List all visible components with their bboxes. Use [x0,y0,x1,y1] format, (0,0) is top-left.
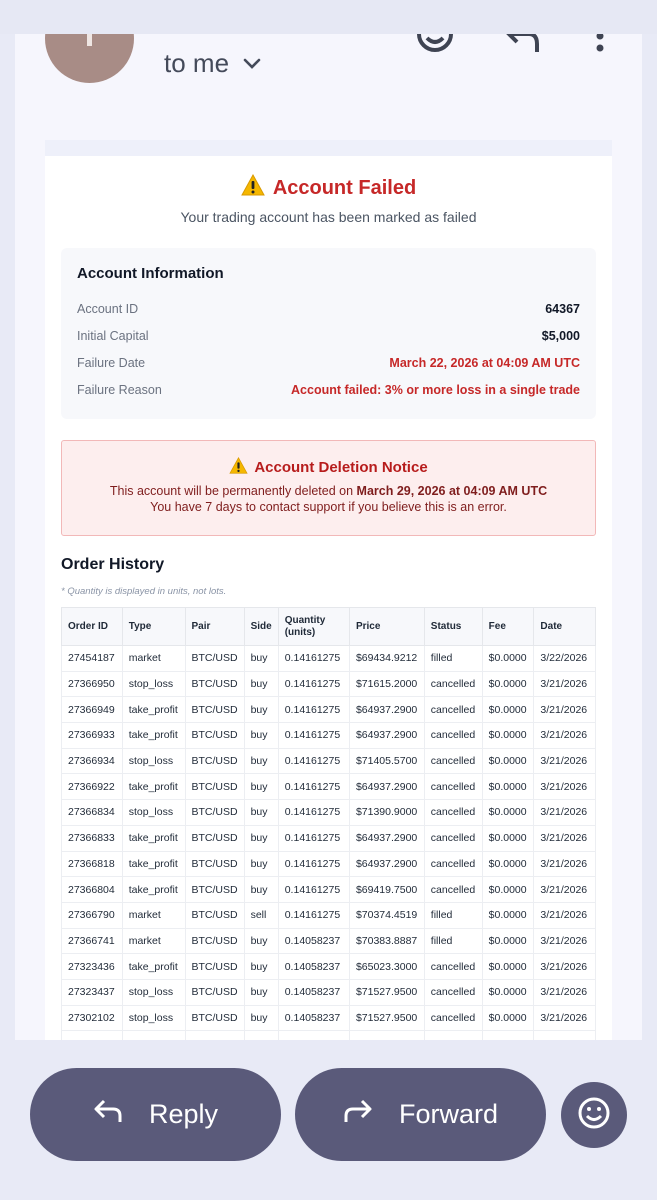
table-cell: $69419.7500 [349,877,424,903]
order-history-table [61,607,596,1040]
table-row [62,1005,596,1031]
deletion-date: March 29, 2026 at 04:09 AM UTC [356,484,548,498]
table-cell: 0.14058237 [278,1005,349,1031]
table-row [62,774,596,800]
title-text: Account Failed [272,176,417,199]
table-cell: BTC/USD [185,954,244,980]
table-cell: 3/21/2026 [534,979,596,1005]
table-cell: $0.0000 [482,723,534,749]
table-cell: buy [244,774,278,800]
table-cell: 27366834 [62,800,123,826]
table-cell: 0.14058237 [278,954,349,980]
table-cell: BTC/USD [185,723,244,749]
table-cell: BTC/USD [185,800,244,826]
action-bar [0,1040,657,1200]
column-header: Quantity (units) [278,608,349,646]
table-cell: 0.14161275 [278,825,349,851]
table-cell: $64937.2900 [349,825,424,851]
table-cell: take_profit [122,723,185,749]
table-cell: $64937.2900 [349,723,424,749]
reply-button[interactable] [30,1068,281,1161]
table-cell: 27366833 [62,825,123,851]
table-cell: buy [244,697,278,723]
table-cell [349,1031,424,1040]
table-cell: 27366790 [62,902,123,928]
table-cell: 27366933 [62,723,123,749]
table-cell: cancelled [424,825,482,851]
table-cell: $0.0000 [482,800,534,826]
table-cell: 27366741 [62,928,123,954]
notice-title: Account Deletion Notice [62,457,595,478]
table-cell: $0.0000 [482,928,534,954]
notice-line-1: This account will be permanently deleted on March 29, 2026 at 04:09 AM UTC [109,484,548,498]
table-cell: 0.14161275 [278,723,349,749]
table-cell: 27302102 [62,1005,123,1031]
table-cell: cancelled [424,954,482,980]
table-cell: $70383.8887 [349,928,424,954]
table-cell: BTC/USD [185,979,244,1005]
table-cell: 3/21/2026 [534,697,596,723]
forward-button[interactable] [295,1068,546,1161]
warning-icon [241,174,265,202]
table-cell: 0.14161275 [278,851,349,877]
recipient-toggle[interactable] [164,48,261,79]
account-info-box [61,248,596,419]
table-cell: $0.0000 [482,851,534,877]
table-cell: $0.0000 [482,774,534,800]
column-header: Order ID [62,608,123,646]
table-cell: 3/21/2026 [534,902,596,928]
table-cell [534,1031,596,1040]
reply-icon [93,1098,123,1131]
order-history-note: * Quantity is displayed in units, not lots. [61,586,227,597]
table-cell: $71615.2000 [349,671,424,697]
table-cell: 27323437 [62,979,123,1005]
table-cell: 27366949 [62,697,123,723]
table-row [62,723,596,749]
table-cell: buy [244,851,278,877]
reply-icon[interactable] [503,34,543,59]
table-cell: $0.0000 [482,1005,534,1031]
table-cell: cancelled [424,774,482,800]
emoji-reaction-icon[interactable] [415,34,455,59]
table-cell: stop_loss [122,800,185,826]
table-cell: $64937.2900 [349,851,424,877]
table-cell: take_profit [122,851,185,877]
table-cell [424,1031,482,1040]
info-row-failure-date: Failure Date March 22, 2026 at 04:09 AM UTC [77,356,580,370]
table-row [62,825,596,851]
table-row [62,954,596,980]
table-cell: market [122,646,185,672]
table-cell: buy [244,825,278,851]
table-cell: filled [424,928,482,954]
table-cell [122,1031,185,1040]
table-row [62,979,596,1005]
table-cell: buy [244,723,278,749]
table-cell: 3/21/2026 [534,1005,596,1031]
table-row [62,671,596,697]
table-cell: $70374.4519 [349,902,424,928]
table-cell: $71527.9500 [349,1005,424,1031]
table-cell: BTC/USD [185,748,244,774]
table-cell: 3/21/2026 [534,748,596,774]
table-cell: buy [244,646,278,672]
table-cell [244,1031,278,1040]
table-cell: 0.14161275 [278,646,349,672]
info-row-account-id: Account ID 64367 [77,302,580,316]
table-cell: 3/21/2026 [534,877,596,903]
table-row [62,1031,596,1040]
table-cell: $0.0000 [482,646,534,672]
table-cell: buy [244,877,278,903]
table-row [62,928,596,954]
table-row [62,697,596,723]
table-row [62,800,596,826]
table-cell: cancelled [424,748,482,774]
table-cell: $0.0000 [482,877,534,903]
column-header: Price [349,608,424,646]
table-cell: cancelled [424,877,482,903]
table-cell: 27366804 [62,877,123,903]
table-cell: BTC/USD [185,671,244,697]
more-icon[interactable] [593,34,607,59]
table-cell: 0.14161275 [278,800,349,826]
table-row [62,851,596,877]
table-cell: cancelled [424,1005,482,1031]
table-cell: sell [244,902,278,928]
table-cell: $64937.2900 [349,697,424,723]
emoji-icon [577,1096,611,1135]
table-cell: 3/21/2026 [534,671,596,697]
table-cell: 27366934 [62,748,123,774]
table-cell: $69434.9212 [349,646,424,672]
order-history-title: Order History [61,556,165,573]
table-cell: $0.0000 [482,979,534,1005]
table-cell: BTC/USD [185,697,244,723]
table-cell: $71390.9000 [349,800,424,826]
table-cell: cancelled [424,697,482,723]
table-cell: buy [244,748,278,774]
table-cell: 0.14161275 [278,902,349,928]
subtitle: Your trading account has been marked as failed [180,209,477,225]
table-cell: 0.14161275 [278,877,349,903]
account-info-heading: Account Information [77,265,224,282]
table-cell: stop_loss [122,1005,185,1031]
table-cell: $64937.2900 [349,774,424,800]
table-cell: buy [244,928,278,954]
table-row [62,902,596,928]
table-cell: 0.14161275 [278,671,349,697]
table-cell: 0.14161275 [278,748,349,774]
table-cell: buy [244,800,278,826]
table-cell: 3/21/2026 [534,851,596,877]
table-cell: BTC/USD [185,646,244,672]
table-cell: BTC/USD [185,877,244,903]
email-card [45,156,612,1040]
table-cell: market [122,928,185,954]
table-cell [278,1031,349,1040]
chevron-down-icon [243,58,261,70]
table-cell: buy [244,1005,278,1031]
column-header: Type [122,608,185,646]
table-cell: 3/21/2026 [534,825,596,851]
table-cell: 27454187 [62,646,123,672]
table-cell: buy [244,671,278,697]
sender-avatar[interactable] [45,34,134,83]
table-cell: cancelled [424,800,482,826]
table-cell: 0.14058237 [278,928,349,954]
table-cell: 27323436 [62,954,123,980]
table-cell: cancelled [424,851,482,877]
table-cell [185,1031,244,1040]
email-view [15,34,642,1040]
table-cell: $71527.9500 [349,979,424,1005]
table-cell: 3/21/2026 [534,800,596,826]
column-header: Date [534,608,596,646]
table-cell: $71405.5700 [349,748,424,774]
table-cell: $0.0000 [482,697,534,723]
forward-icon [343,1098,373,1131]
page-title [45,174,612,202]
table-cell: cancelled [424,979,482,1005]
column-header: Status [424,608,482,646]
table-cell: cancelled [424,723,482,749]
table-cell: 3/21/2026 [534,723,596,749]
table-row [62,646,596,672]
table-cell: 27366818 [62,851,123,877]
table-cell: $0.0000 [482,671,534,697]
status-bar [0,0,657,34]
column-header: Side [244,608,278,646]
table-cell: BTC/USD [185,1005,244,1031]
forward-label: Forward [398,1099,499,1129]
table-cell: $0.0000 [482,902,534,928]
table-row [62,877,596,903]
table-cell: market [122,902,185,928]
table-cell: take_profit [122,954,185,980]
table-cell: stop_loss [122,979,185,1005]
table-cell: $0.0000 [482,954,534,980]
table-cell: buy [244,979,278,1005]
warning-icon [229,457,248,478]
column-header: Pair [185,608,244,646]
table-header-row [62,608,596,646]
table-cell: 0.14058237 [278,979,349,1005]
info-row-initial-capital: Initial Capital $5,000 [77,329,580,343]
table-cell: take_profit [122,825,185,851]
table-cell: BTC/USD [185,774,244,800]
table-cell: buy [244,954,278,980]
table-cell: BTC/USD [185,851,244,877]
emoji-button[interactable] [561,1082,627,1148]
table-body [62,646,596,1041]
notice-line-2: You have 7 days to contact support if you believe this is an error. [150,500,507,514]
reply-label: Reply [148,1099,219,1129]
deletion-notice [61,440,596,536]
table-cell: 3/22/2026 [534,646,596,672]
table-cell: $65023.3000 [349,954,424,980]
table-cell: 27366950 [62,671,123,697]
table-cell: filled [424,902,482,928]
table-cell: BTC/USD [185,825,244,851]
table-cell [62,1031,123,1040]
table-cell: BTC/USD [185,928,244,954]
table-cell [482,1031,534,1040]
table-cell: 3/21/2026 [534,954,596,980]
table-cell: BTC/USD [185,902,244,928]
table-row [62,748,596,774]
recipient-label: to me [164,48,230,78]
table-cell: 0.14161275 [278,774,349,800]
info-row-failure-reason: Failure Reason Account failed: 3% or more loss in a single trade [77,383,580,397]
table-cell: 27366922 [62,774,123,800]
table-cell: 0.14161275 [278,697,349,723]
table-cell: 3/21/2026 [534,774,596,800]
table-cell: take_profit [122,774,185,800]
table-cell: filled [424,646,482,672]
table-cell: $0.0000 [482,748,534,774]
column-header: Fee [482,608,534,646]
table-cell: stop_loss [122,671,185,697]
table-cell: $0.0000 [482,825,534,851]
table-cell: 3/21/2026 [534,928,596,954]
table-cell: stop_loss [122,748,185,774]
table-cell: cancelled [424,671,482,697]
table-cell: take_profit [122,877,185,903]
table-cell: take_profit [122,697,185,723]
